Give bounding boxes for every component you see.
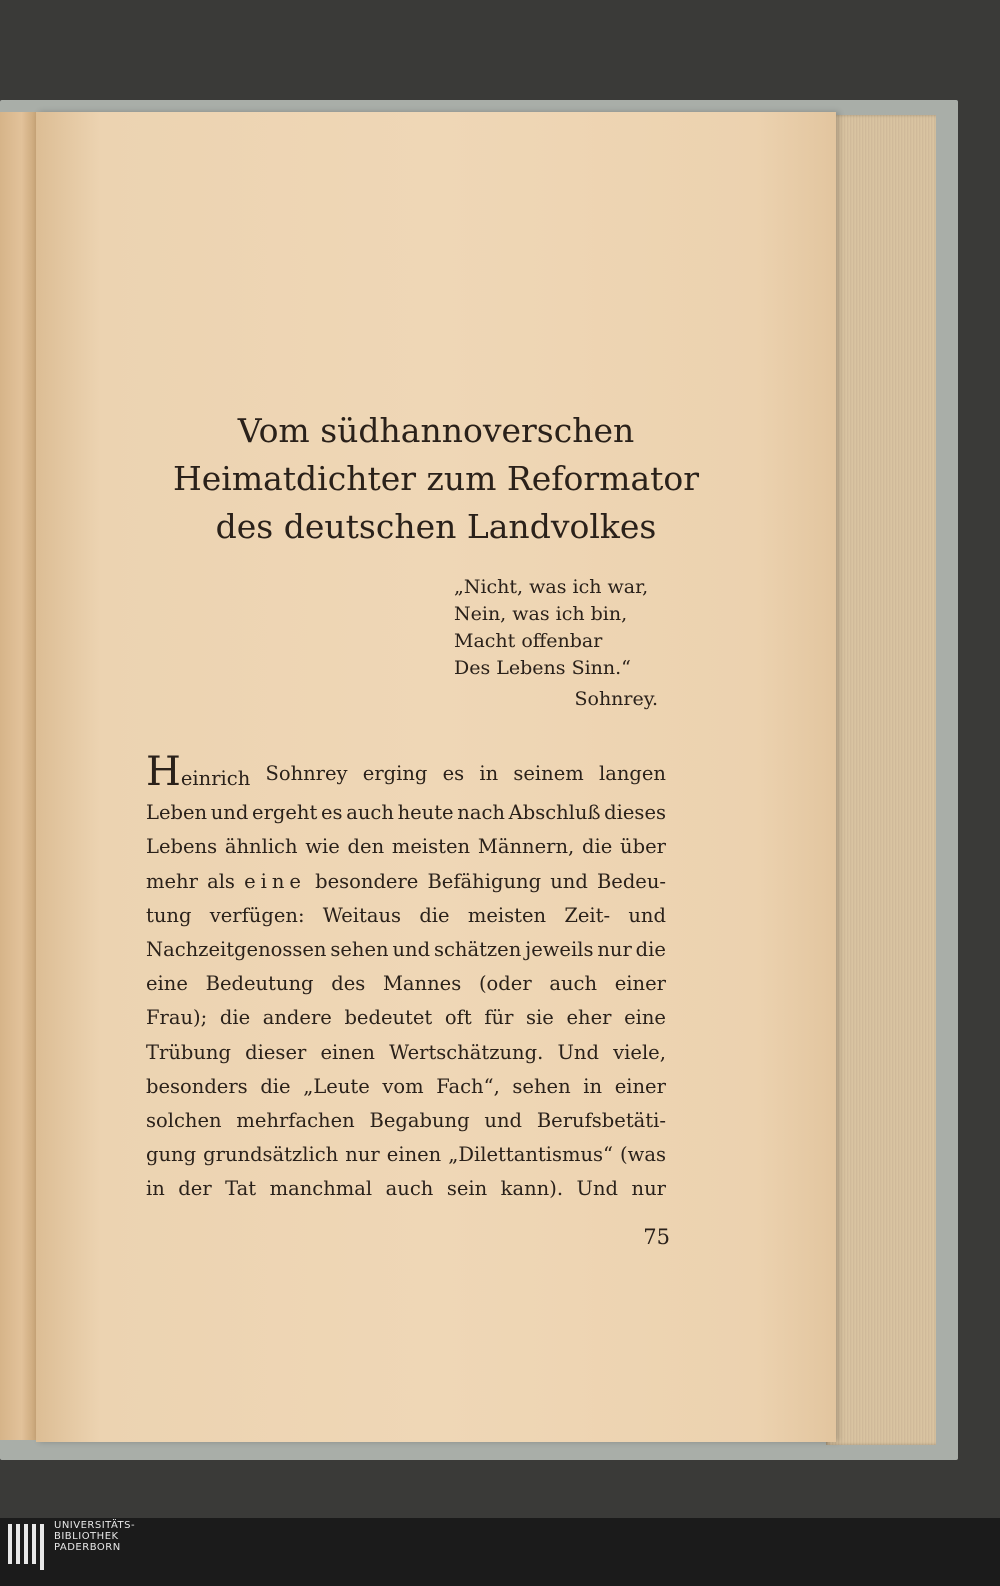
text-line bbox=[146, 749, 666, 796]
word: nur bbox=[631, 1177, 666, 1201]
word: die bbox=[582, 835, 613, 859]
word: heute bbox=[397, 801, 454, 825]
word: die bbox=[219, 1006, 251, 1030]
word: Fach“, bbox=[436, 1074, 500, 1098]
word: auch bbox=[346, 801, 394, 825]
word: Und bbox=[576, 1177, 619, 1201]
word: eine bbox=[146, 972, 188, 996]
library-logo-text bbox=[54, 1520, 135, 1553]
epigraph-line: Nein, was ich bin, bbox=[454, 603, 628, 625]
word: vom bbox=[382, 1074, 424, 1098]
word: auch bbox=[549, 972, 598, 996]
word: solchen bbox=[146, 1109, 222, 1133]
word: Lebens bbox=[146, 835, 218, 859]
page-number: 75 bbox=[643, 1225, 670, 1249]
word: in bbox=[479, 762, 499, 785]
word: es bbox=[442, 762, 465, 785]
word: Weitaus bbox=[322, 903, 402, 927]
word: es bbox=[320, 801, 343, 825]
word: „Dilettantismus“ bbox=[448, 1143, 613, 1167]
body-paragraph bbox=[146, 749, 666, 1207]
word: bedeutet bbox=[344, 1006, 433, 1030]
word: in bbox=[583, 1074, 603, 1098]
word: sehen bbox=[330, 938, 389, 962]
text-line bbox=[146, 967, 666, 1001]
epigraph bbox=[454, 574, 694, 713]
word: und bbox=[628, 903, 666, 927]
page-edges bbox=[826, 115, 936, 1445]
word: eine bbox=[624, 1006, 666, 1030]
text-line bbox=[146, 1070, 666, 1104]
title-line: Vom südhannoverschen bbox=[237, 411, 635, 450]
epigraph-author: Sohnrey. bbox=[574, 688, 658, 710]
word: einen bbox=[386, 1143, 442, 1167]
word: über bbox=[620, 835, 666, 859]
word: Tat bbox=[225, 1177, 257, 1201]
word: H bbox=[146, 749, 181, 795]
word: Begabung bbox=[369, 1109, 470, 1133]
word: sein bbox=[446, 1177, 488, 1201]
word: Bedeutung bbox=[205, 972, 314, 996]
text-line bbox=[146, 1138, 666, 1172]
logo-text-line: UNIVERSITÄTS- bbox=[54, 1520, 136, 1531]
word: als bbox=[207, 869, 235, 893]
word: (was bbox=[620, 1143, 666, 1167]
word: Und bbox=[557, 1040, 599, 1064]
word: einer bbox=[614, 1074, 666, 1098]
word: meisten bbox=[467, 903, 547, 927]
word: jeweils bbox=[525, 938, 594, 962]
word: Mannes bbox=[382, 972, 462, 996]
text-line bbox=[146, 865, 666, 899]
word: grundsätzlich bbox=[203, 1143, 339, 1167]
word: auch bbox=[385, 1177, 434, 1201]
book-page bbox=[36, 112, 836, 1442]
word: dieser bbox=[245, 1040, 307, 1064]
word: andere bbox=[262, 1006, 332, 1030]
epigraph-line: Macht offenbar bbox=[454, 630, 603, 652]
word: nur bbox=[597, 938, 632, 962]
word: Leben bbox=[146, 801, 208, 825]
library-logo-icon bbox=[6, 1522, 48, 1580]
epigraph-line: Des Lebens Sinn.“ bbox=[454, 657, 631, 679]
chapter-title bbox=[36, 407, 836, 551]
logo-text-line: PADERBORN bbox=[54, 1542, 121, 1553]
word: tung bbox=[146, 903, 192, 927]
word: Trübung bbox=[146, 1040, 231, 1064]
word: Berufsbetäti- bbox=[536, 1109, 666, 1133]
word: eher bbox=[566, 1006, 612, 1030]
left-page-edge bbox=[0, 112, 36, 1440]
word: den bbox=[347, 835, 385, 859]
epigraph-line: „Nicht, was ich war, bbox=[454, 576, 649, 598]
word: und bbox=[392, 938, 431, 962]
text-line bbox=[146, 1001, 666, 1035]
word: die bbox=[260, 1074, 291, 1098]
word: langen bbox=[598, 762, 666, 785]
word: mehr bbox=[146, 869, 198, 893]
text-line bbox=[146, 1036, 666, 1070]
word: und bbox=[484, 1109, 523, 1133]
word: einrich bbox=[180, 767, 251, 790]
text-line bbox=[146, 796, 666, 830]
word: die bbox=[635, 938, 666, 962]
word: manchmal bbox=[269, 1177, 373, 1201]
title-line: Heimatdichter zum Reformator bbox=[172, 459, 700, 498]
word: „Leute bbox=[303, 1074, 370, 1098]
word: Abschluß bbox=[508, 801, 601, 825]
word: erging bbox=[362, 762, 428, 785]
word: meisten bbox=[391, 835, 471, 859]
word: oft bbox=[444, 1006, 472, 1030]
word: schätzen bbox=[433, 938, 522, 962]
word: des bbox=[331, 972, 366, 996]
text-line bbox=[146, 1104, 666, 1138]
word: sie bbox=[526, 1006, 554, 1030]
text-line bbox=[146, 933, 666, 967]
word: verfügen: bbox=[209, 903, 305, 927]
word: kann). bbox=[500, 1177, 564, 1201]
text-line bbox=[146, 830, 666, 864]
word: wie bbox=[305, 835, 340, 859]
logo-text-line: BIBLIOTHEK bbox=[54, 1531, 119, 1542]
word: Männern, bbox=[477, 835, 575, 859]
word: für bbox=[484, 1006, 514, 1030]
word: viele, bbox=[613, 1040, 666, 1064]
word: mehrfachen bbox=[236, 1109, 355, 1133]
word: Befähigung bbox=[427, 869, 542, 893]
word: einen bbox=[320, 1040, 375, 1064]
word: seinem bbox=[513, 762, 584, 785]
word: Wertschätzung. bbox=[389, 1040, 544, 1064]
footer-bar bbox=[0, 1518, 1000, 1586]
word: nur bbox=[345, 1143, 380, 1167]
word: (oder bbox=[478, 972, 532, 996]
word: Nachzeitgenossen bbox=[146, 938, 327, 962]
word: ergeht bbox=[252, 801, 318, 825]
word: Frau); bbox=[146, 1006, 208, 1030]
first-word bbox=[146, 749, 251, 796]
text-line bbox=[146, 1172, 666, 1206]
word: ähnlich bbox=[224, 835, 298, 859]
word: die bbox=[419, 903, 450, 927]
word: besonders bbox=[146, 1074, 248, 1098]
word: Sohnrey bbox=[265, 762, 348, 785]
title-line: des deutschen Landvolkes bbox=[215, 507, 657, 546]
word: Zeit- bbox=[564, 903, 611, 927]
word: und bbox=[210, 801, 249, 825]
word: in bbox=[146, 1177, 165, 1201]
word: und bbox=[550, 869, 588, 893]
word: Bedeu- bbox=[596, 869, 666, 893]
word: besondere bbox=[315, 869, 419, 893]
word: sehen bbox=[512, 1074, 571, 1098]
word: eine bbox=[244, 869, 306, 893]
word: gung bbox=[146, 1143, 197, 1167]
text-line bbox=[146, 899, 666, 933]
word: einer bbox=[614, 972, 666, 996]
word: der bbox=[178, 1177, 212, 1201]
word: dieses bbox=[604, 801, 666, 825]
word: nach bbox=[457, 801, 505, 825]
